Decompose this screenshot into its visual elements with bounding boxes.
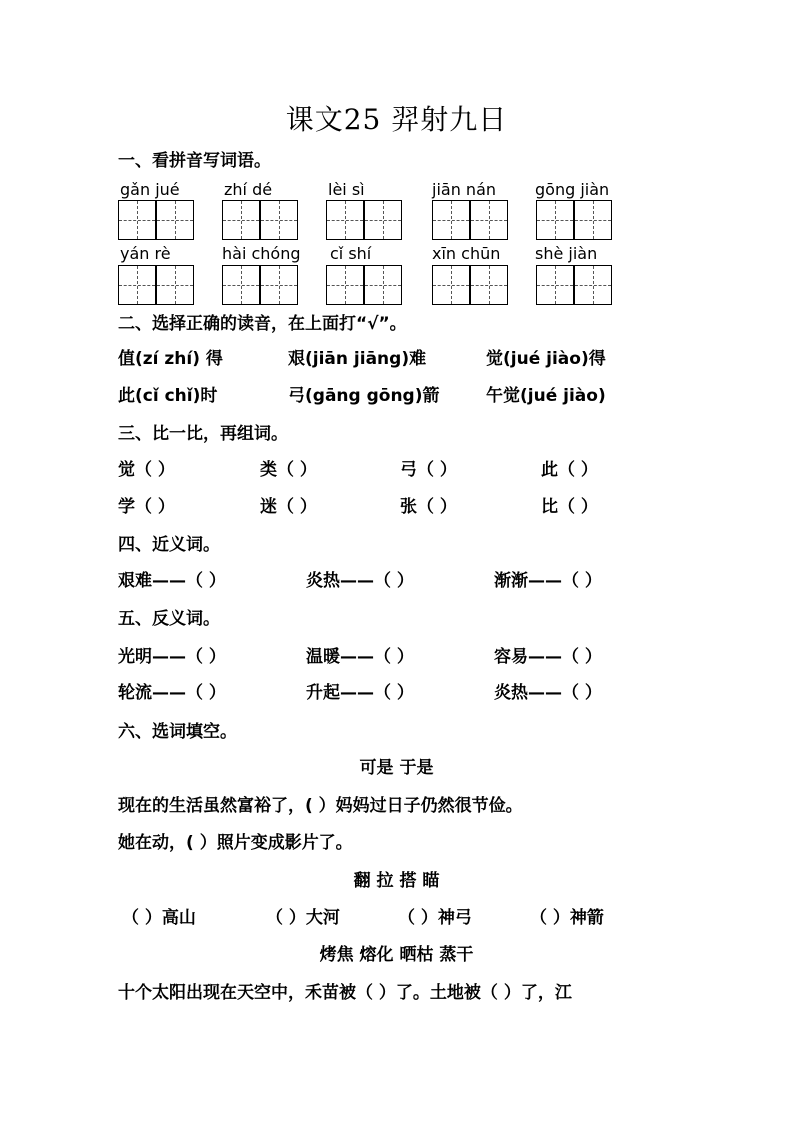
writing-box[interactable] <box>470 200 508 240</box>
fill-blank[interactable]: （ ）高山 <box>122 908 196 928</box>
synonym-item[interactable]: 渐渐——（ ） <box>494 571 602 591</box>
pinyin-label: cǐ shí <box>330 244 372 263</box>
section-5-heading: 五、反义词。 <box>118 609 220 629</box>
fill-blank[interactable]: （ ）大河 <box>266 908 340 928</box>
writing-box[interactable] <box>222 200 260 240</box>
pinyin-label: jiān nán <box>432 180 497 199</box>
antonym-item[interactable]: 温暖——（ ） <box>306 647 414 667</box>
pronunciation-item[interactable]: 午觉(jué jiào) <box>486 386 606 406</box>
fill-blank[interactable]: （ ）神箭 <box>530 908 604 928</box>
writing-box[interactable] <box>156 200 194 240</box>
word-choices: 翻 拉 搭 瞄 <box>353 871 440 891</box>
compare-item[interactable]: 弓（ ） <box>400 460 457 480</box>
writing-box[interactable] <box>222 265 260 305</box>
pronunciation-item[interactable]: 值(zí zhí) 得 <box>118 349 223 369</box>
section-1-heading: 一、看拼音写词语。 <box>118 151 271 171</box>
word-choices: 可是 于是 <box>359 758 434 778</box>
pinyin-label: yán rè <box>120 244 171 263</box>
writing-box[interactable] <box>260 200 298 240</box>
section-3-heading: 三、比一比，再组词。 <box>118 424 288 444</box>
writing-box[interactable] <box>574 265 612 305</box>
compare-item[interactable]: 迷（ ） <box>260 497 317 517</box>
antonym-item[interactable]: 炎热——（ ） <box>494 683 602 703</box>
synonym-item[interactable]: 炎热——（ ） <box>306 571 414 591</box>
pinyin-label: hài chóng <box>222 244 301 263</box>
fill-sentence[interactable]: 现在的生活虽然富裕了，( ）妈妈过日子仍然很节俭。 <box>118 796 523 816</box>
pinyin-label: zhí dé <box>224 180 273 199</box>
section-4-heading: 四、近义词。 <box>118 535 220 555</box>
writing-box[interactable] <box>364 265 402 305</box>
pinyin-label: lèi sì <box>328 180 365 199</box>
pinyin-label: gǎn jué <box>120 180 180 199</box>
compare-item[interactable]: 觉（ ） <box>118 460 175 480</box>
writing-box[interactable] <box>536 265 574 305</box>
compare-item[interactable]: 学（ ） <box>118 497 175 517</box>
fill-blank[interactable]: （ ）神弓 <box>398 908 472 928</box>
writing-box[interactable] <box>156 265 194 305</box>
fill-sentence[interactable]: 十个太阳出现在天空中，禾苗被（ ）了。土地被（ ）了，江 <box>118 983 572 1003</box>
writing-box[interactable] <box>326 200 364 240</box>
synonym-item[interactable]: 艰难——（ ） <box>118 571 226 591</box>
compare-item[interactable]: 此（ ） <box>541 460 598 480</box>
writing-box[interactable] <box>574 200 612 240</box>
fill-sentence[interactable]: 她在动，( ）照片变成影片了。 <box>118 833 353 853</box>
antonym-item[interactable]: 容易——（ ） <box>494 647 602 667</box>
pinyin-label: gōng jiàn <box>535 180 610 199</box>
writing-box[interactable] <box>118 200 156 240</box>
writing-box[interactable] <box>432 265 470 305</box>
writing-box[interactable] <box>260 265 298 305</box>
writing-box[interactable] <box>536 200 574 240</box>
writing-box[interactable] <box>432 200 470 240</box>
section-6-heading: 六、选词填空。 <box>118 722 237 742</box>
pronunciation-item[interactable]: 觉(jué jiào)得 <box>486 349 606 369</box>
writing-box[interactable] <box>118 265 156 305</box>
compare-item[interactable]: 张（ ） <box>400 497 457 517</box>
page-title: 课文25 羿射九日 <box>285 103 508 136</box>
writing-box[interactable] <box>364 200 402 240</box>
compare-item[interactable]: 类（ ） <box>260 460 317 480</box>
antonym-item[interactable]: 升起——（ ） <box>306 683 414 703</box>
pronunciation-item[interactable]: 艰(jiān jiāng)难 <box>288 349 427 369</box>
pinyin-label: shè jiàn <box>535 244 598 263</box>
pronunciation-item[interactable]: 弓(gāng gōng)箭 <box>288 386 440 406</box>
word-choices: 烤焦 熔化 晒枯 蒸干 <box>319 945 474 965</box>
section-2-heading: 二、选择正确的读音，在上面打“√”。 <box>118 314 407 334</box>
compare-item[interactable]: 比（ ） <box>541 497 598 517</box>
antonym-item[interactable]: 轮流——（ ） <box>118 683 226 703</box>
antonym-item[interactable]: 光明——（ ） <box>118 647 226 667</box>
pinyin-label: xīn chūn <box>432 244 501 263</box>
writing-box[interactable] <box>326 265 364 305</box>
pronunciation-item[interactable]: 此(cǐ chǐ)时 <box>118 386 218 406</box>
writing-box[interactable] <box>470 265 508 305</box>
